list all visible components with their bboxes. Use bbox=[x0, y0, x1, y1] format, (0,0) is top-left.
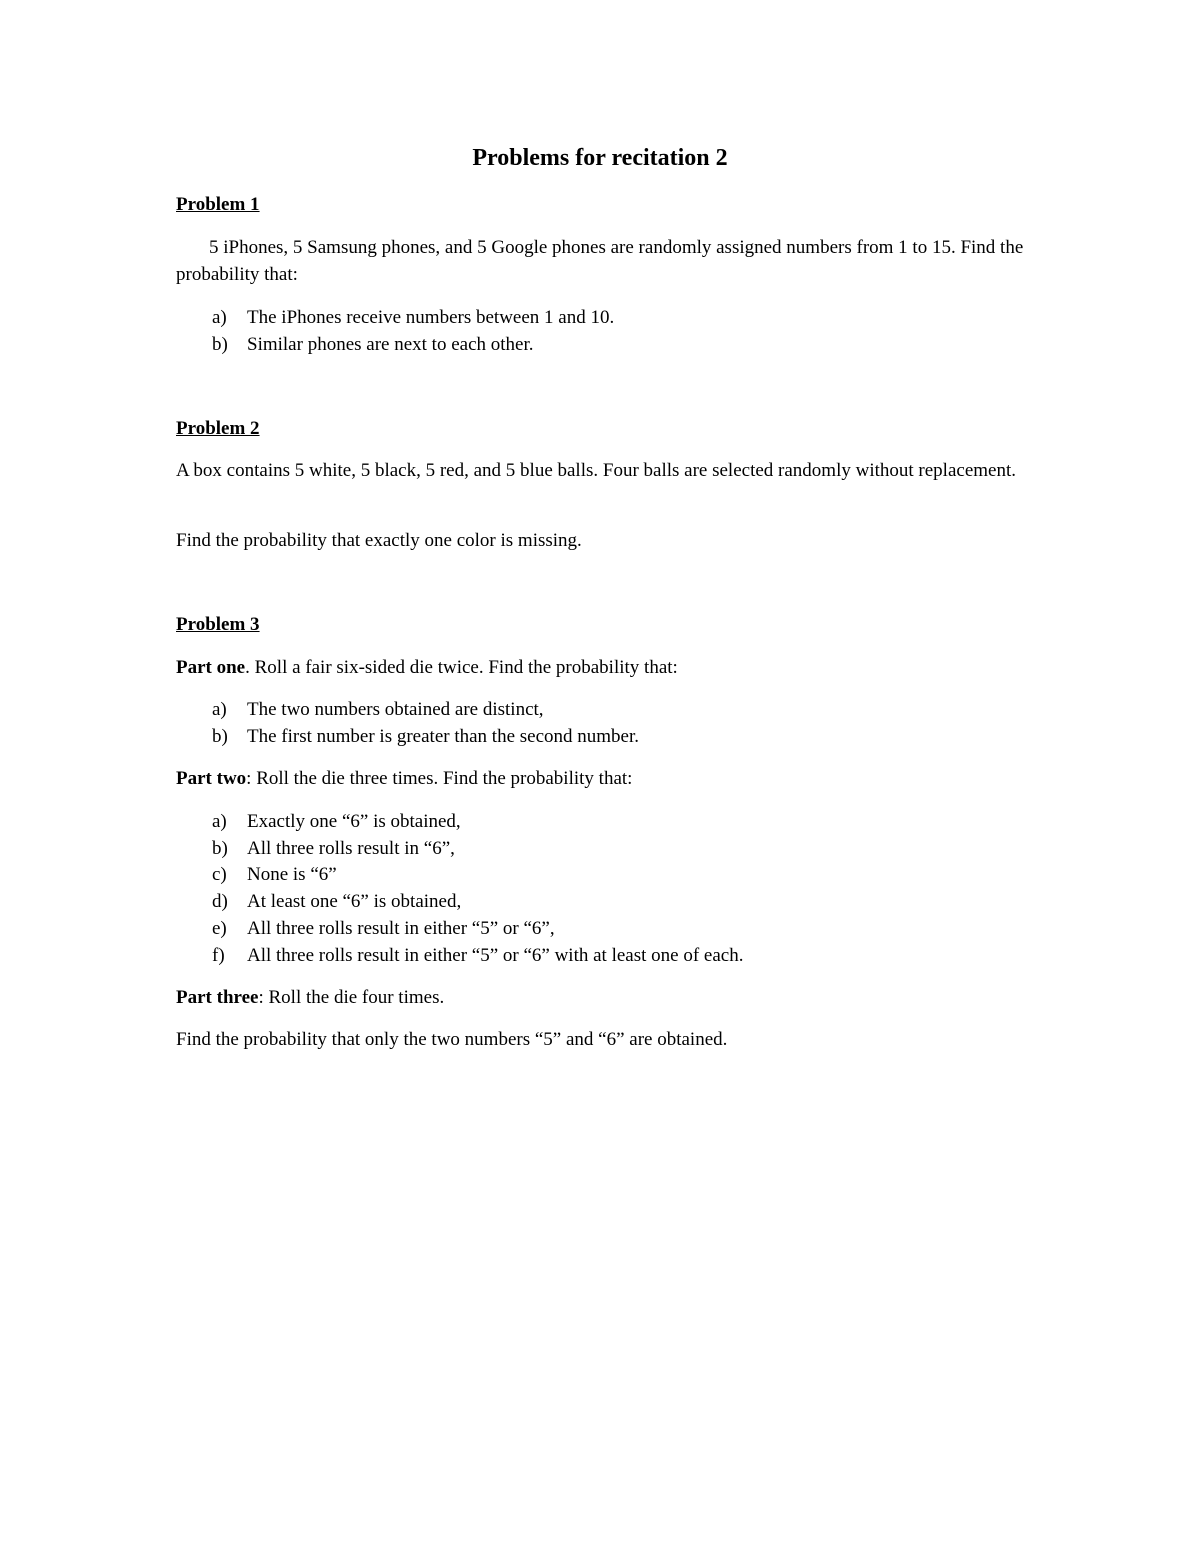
problem-1-item-a bbox=[212, 304, 614, 331]
part-one-item-a bbox=[212, 696, 544, 723]
part-two-item-c bbox=[212, 861, 337, 888]
item-text: The two numbers obtained are distinct, bbox=[247, 699, 544, 720]
item-text: The first number is greater than the second number. bbox=[247, 726, 640, 747]
part-three-question: Find the probability that only the two numbers “5” and “6” are obtained. bbox=[176, 1029, 728, 1050]
item-text: All three rolls result in “6”, bbox=[247, 838, 455, 859]
item-label: b) bbox=[212, 334, 228, 355]
item-text: Exactly one “6” is obtained, bbox=[247, 811, 461, 832]
part-two-item-b bbox=[212, 835, 455, 862]
part-two-item-a bbox=[212, 808, 461, 835]
item-text: None is “6” bbox=[247, 864, 337, 885]
document-title: Problems for recitation 2 bbox=[472, 145, 728, 171]
part-two-item-d bbox=[212, 888, 461, 915]
part-three-label: Part three bbox=[176, 987, 259, 1008]
item-label: d) bbox=[212, 891, 228, 912]
part-two-label: Part two bbox=[176, 768, 247, 789]
item-label: a) bbox=[212, 307, 227, 328]
part-two-text: : Roll the die three times. Find the probability that: bbox=[246, 768, 633, 789]
item-text: The iPhones receive numbers between 1 and 10. bbox=[247, 307, 615, 328]
item-label: f) bbox=[212, 945, 225, 966]
part-three-text: : Roll the die four times. bbox=[258, 987, 445, 1008]
problem-1-item-b bbox=[212, 331, 534, 358]
part-two-line bbox=[176, 765, 1026, 792]
part-two-item-e bbox=[212, 915, 555, 942]
problem-1-intro: 5 iPhones, 5 Samsung phones, and 5 Google phones are randomly assigned numbers from 1 to 15. Find the probability that: bbox=[176, 237, 1024, 285]
part-two-item-f bbox=[212, 942, 743, 969]
problem-3-heading: Problem 3 bbox=[176, 614, 260, 635]
item-label: a) bbox=[212, 811, 227, 832]
item-text: At least one “6” is obtained, bbox=[247, 891, 462, 912]
part-one-item-b bbox=[212, 723, 639, 750]
item-label: a) bbox=[212, 699, 227, 720]
part-one-label: Part one bbox=[176, 657, 246, 678]
part-three-line bbox=[176, 984, 1026, 1011]
item-label: b) bbox=[212, 838, 228, 859]
item-label: b) bbox=[212, 726, 228, 747]
problem-2-intro: A box contains 5 white, 5 black, 5 red, and 5 blue balls. Four balls are selected randomly without replacement. bbox=[176, 460, 1016, 481]
item-text: All three rolls result in either “5” or “6” with at least one of each. bbox=[247, 945, 744, 966]
item-label: c) bbox=[212, 864, 227, 885]
part-one-text: . Roll a fair six-sided die twice. Find the probability that: bbox=[245, 657, 678, 678]
part-one-line bbox=[176, 654, 1026, 681]
problem-1-heading: Problem 1 bbox=[176, 194, 260, 215]
item-text: Similar phones are next to each other. bbox=[247, 334, 534, 355]
problem-2-question: Find the probability that exactly one color is missing. bbox=[176, 530, 582, 551]
item-text: All three rolls result in either “5” or “6”, bbox=[247, 918, 555, 939]
problem-2-heading: Problem 2 bbox=[176, 418, 260, 439]
item-label: e) bbox=[212, 918, 227, 939]
